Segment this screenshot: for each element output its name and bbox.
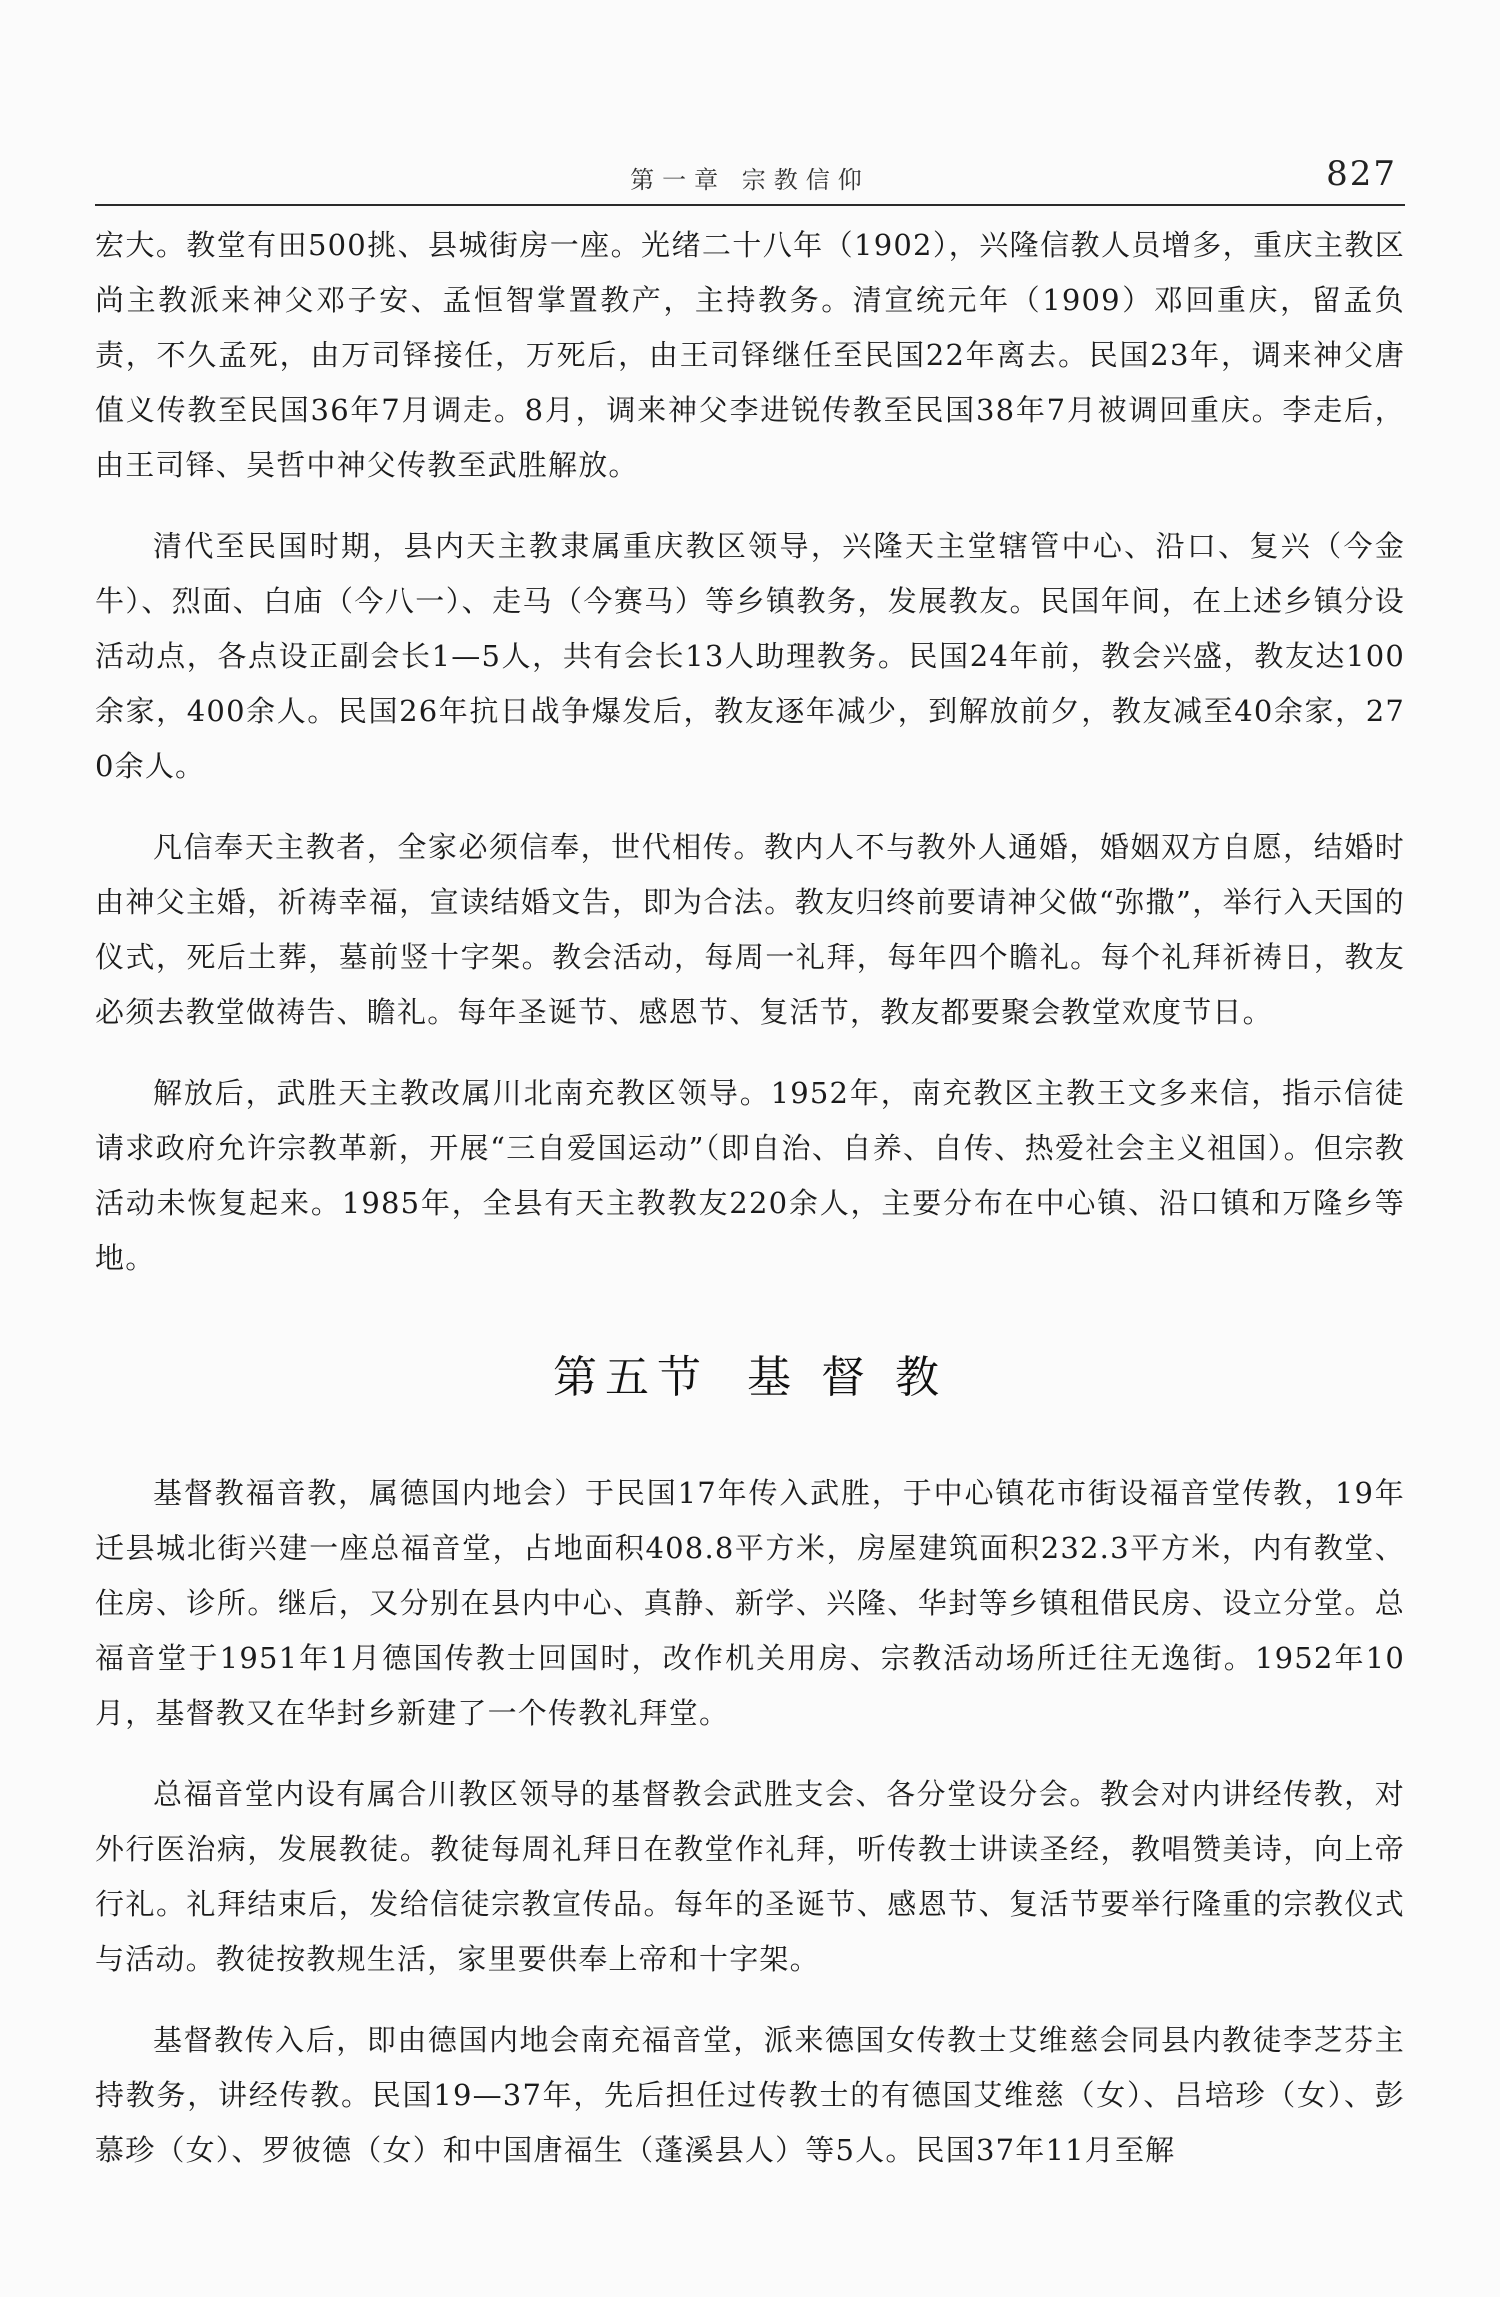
paragraph: 总福音堂内设有属合川教区领导的基督教会武胜支会、各分堂设分会。教会对内讲经传教，对外行医治病，发展教徒。教徒每周礼拜日在教堂作礼拜，听传教士讲读圣经，教唱赞美诗，向上帝行礼。礼拜结束后，发给信徒宗教宣传品。每年的圣诞节、感恩节、复活节要举行隆重的宗教仪式与活动。教徒按教规生活，家里要供奉上帝和十字架。 [95, 1777, 1405, 1976]
section-title: 基 督 教 [747, 1352, 947, 1403]
paragraph: 宏大。教堂有田500挑、县城街房一座。光绪二十八年（1902），兴隆信教人员增多，重庆主教区尚主教派来神父邓子安、孟恒智掌置教产，主持教务。清宣统元年（1909）邓回重庆，留孟负责，不久孟死，由万司铎接任，万死后，由王司铎继任至民国22年离去。民国23年，调来神父唐值义传教至民国36年7月调走。8月，调来神父李进锐传教至民国38年7月被调回重庆。李走后，由王司铎、吴哲中神父传教至武胜解放。 [95, 228, 1405, 482]
paragraph: 解放后，武胜天主教改属川北南充教区领导。1952年，南充教区主教王文多来信，指示信徒请求政府允许宗教革新，开展“三自爱国运动”（即自治、自养、自传、热爱社会主义祖国）。但宗教活动未恢复起来。1985年，全县有天主教教友220余人，主要分布在中心镇、沿口镇和万隆乡等地。 [95, 1076, 1405, 1275]
running-head: 第一章 宗教信仰 [630, 166, 870, 194]
section-heading [95, 1348, 1405, 1408]
paragraph: 凡信奉天主教者，全家必须信奉，世代相传。教内人不与教外人通婚，婚姻双方自愿，结婚时由神父主婚，祈祷幸福，宣读结婚文告，即为合法。教友归终前要请神父做“弥撒”，举行入天国的仪式，死后土葬，墓前竖十字架。教会活动，每周一礼拜，每年四个瞻礼。每个礼拜祈祷日，教友必须去教堂做祷告、瞻礼。每年圣诞节、感恩节、复活节，教友都要聚会教堂欢度节日。 [95, 830, 1405, 1029]
page-number: 827 [1326, 154, 1397, 194]
page-header [95, 150, 1405, 206]
section-number: 第五节 [553, 1352, 709, 1403]
paragraph: 清代至民国时期，县内天主教隶属重庆教区领导，兴隆天主堂辖管中心、沿口、复兴（今金牛）、烈面、白庙（今八一）、走马（今赛马）等乡镇教务，发展教友。民国年间，在上述乡镇分设活动点，各点设正副会长1—5人，共有会长13人助理教务。民国24年前，教会兴盛，教友达100余家，400余人。民国26年抗日战争爆发后，教友逐年减少，到解放前夕，教友减至40余家，270余人。 [95, 529, 1405, 783]
paragraph: 基督教福音教，属德国内地会）于民国17年传入武胜，于中心镇花市街设福音堂传教，19年迁县城北街兴建一座总福音堂，占地面积408.8平方米，房屋建筑面积232.3平方米，内有教堂、住房、诊所。继后，又分别在县内中心、真静、新学、兴隆、华封等乡镇租借民房、设立分堂。总福音堂于1951年1月德国传教士回国时，改作机关用房、宗教活动场所迁往无逸街。1952年10月，基督教又在华封乡新建了一个传教礼拜堂。 [95, 1476, 1405, 1730]
body-text [95, 218, 1405, 2204]
paragraph: 基督教传入后，即由德国内地会南充福音堂，派来德国女传教士艾维慈会同县内教徒李芝芬主持教务，讲经传教。民国19—37年，先后担任过传教士的有德国艾维慈（女）、吕培珍（女）、彭慕珍（女）、罗彼德（女）和中国唐福生（蓬溪县人）等5人。民国37年11月至解 [95, 2023, 1405, 2167]
header-rule [95, 204, 1405, 206]
